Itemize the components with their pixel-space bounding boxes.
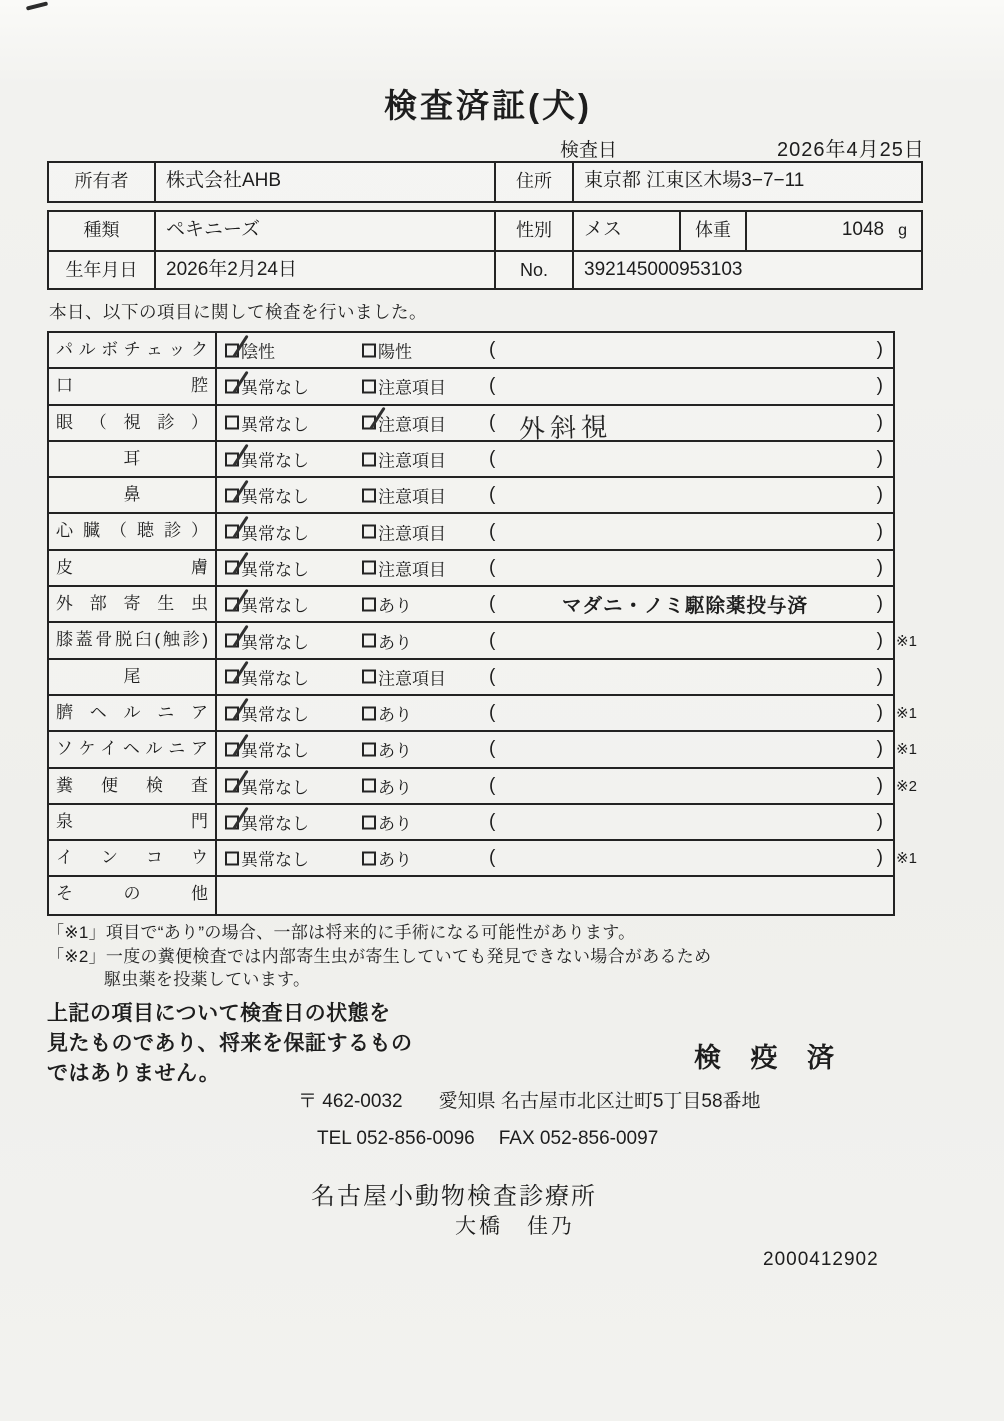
option-1 xyxy=(225,592,309,617)
item-label: 口腔 xyxy=(49,369,217,403)
option-2-label: あり xyxy=(378,814,412,834)
option-1-label: 異常なし xyxy=(241,705,309,725)
option-2-label: あり xyxy=(378,741,412,761)
disclaimer-line-1: 上記の項目について検査日の状態を xyxy=(47,1002,391,1025)
weight-value-cell xyxy=(745,212,921,250)
breed-row xyxy=(49,212,921,250)
note-open-paren: ( xyxy=(489,520,496,542)
item-label: インコウ xyxy=(49,841,217,875)
option-2-label: 注意項目 xyxy=(378,487,446,507)
item-content xyxy=(217,732,893,766)
checkbox-1 xyxy=(225,525,239,539)
address-value: 東京都 江東区木場3−7−11 xyxy=(572,163,921,201)
quarantine-passed-stamp: 検 疫 済 xyxy=(694,1043,846,1073)
note-text: マダニ・ノミ駆除薬投与済 xyxy=(561,595,808,618)
footnote-1: 「※1」項目で“あり”の場合、一部は将来的に手術になる可能性があります。 xyxy=(47,923,636,942)
option-1-label: 異常なし xyxy=(241,850,309,870)
checkbox-2 xyxy=(362,525,376,539)
footnotes xyxy=(47,921,711,992)
note-close-paren: ) xyxy=(876,811,883,832)
item-label: 糞便検査 xyxy=(49,769,217,803)
option-1-label: 異常なし xyxy=(241,669,309,689)
checkbox-1 xyxy=(225,343,239,357)
note-close-paren: ) xyxy=(876,484,883,506)
checklist-row xyxy=(49,769,917,805)
item-label: 鼻 xyxy=(49,478,217,512)
note-open-paren: ( xyxy=(489,847,496,869)
checkbox-2 xyxy=(362,416,376,430)
item-label: 皮膚 xyxy=(49,551,217,585)
option-2 xyxy=(362,447,446,472)
clinic-address: 愛知県 名古屋市北区辻町5丁目58番地 xyxy=(438,1091,761,1112)
checklist-row xyxy=(49,660,893,696)
clinic-tel: TEL 052-856-0096 xyxy=(317,1128,475,1149)
option-1-label: 異常なし xyxy=(241,378,309,398)
note-open-paren: ( xyxy=(489,339,496,361)
note-close-paren: ) xyxy=(876,448,883,470)
note-open-paren: ( xyxy=(489,556,496,578)
checkbox-1 xyxy=(225,597,239,611)
checklist-row xyxy=(49,514,893,550)
note-open-paren: ( xyxy=(489,629,496,651)
breed-label: 種類 xyxy=(83,220,120,240)
option-2 xyxy=(362,664,446,689)
checkbox-2 xyxy=(362,343,376,357)
checkbox-1 xyxy=(225,706,239,720)
item-content xyxy=(217,551,893,585)
option-2-label: 注意項目 xyxy=(378,415,446,435)
item-label: 心臓（聴診） xyxy=(49,514,217,548)
option-1 xyxy=(225,810,309,835)
scan-artifact xyxy=(26,1,48,10)
option-2-label: あり xyxy=(378,633,412,653)
checkbox-2 xyxy=(362,815,376,829)
checkbox-1 xyxy=(225,670,239,684)
item-content xyxy=(217,442,893,476)
sex-value: メス xyxy=(572,212,679,250)
item-content xyxy=(217,478,893,512)
item-label: 泉門 xyxy=(49,805,217,839)
note-close-paren: ) xyxy=(876,774,883,796)
option-2 xyxy=(362,374,446,399)
item-content xyxy=(217,841,893,875)
checklist-row xyxy=(49,551,893,587)
owner-label: 所有者 xyxy=(74,171,129,191)
checkbox-1 xyxy=(225,416,239,430)
item-content xyxy=(217,696,893,730)
note-open-paren: ( xyxy=(489,665,496,687)
checklist-row xyxy=(49,877,893,913)
option-2 xyxy=(362,701,412,726)
note-close-paren: ) xyxy=(876,339,883,361)
option-1-label: 異常なし xyxy=(241,487,309,507)
note-text: 外斜視 xyxy=(518,411,613,444)
checkbox-2 xyxy=(362,779,376,793)
note-open-paren: ( xyxy=(489,484,496,506)
note-open-paren: ( xyxy=(489,811,496,832)
note-close-paren: ) xyxy=(876,738,883,760)
document-code: 2000412902 xyxy=(763,1249,879,1270)
pet-info-table xyxy=(47,210,923,290)
option-1 xyxy=(225,628,309,653)
option-1-label: 異常なし xyxy=(241,560,309,580)
owner-value: 株式会社AHB xyxy=(154,163,494,201)
option-2 xyxy=(362,338,412,363)
checkbox-2 xyxy=(362,488,376,502)
option-1 xyxy=(225,737,309,762)
checklist-row xyxy=(49,406,893,442)
option-2-label: 注意項目 xyxy=(378,451,446,471)
weight-label: 体重 xyxy=(679,212,745,250)
checklist-row xyxy=(49,478,893,514)
checkbox-2 xyxy=(362,379,376,393)
note-close-paren: ) xyxy=(876,665,883,687)
birth-label: 生年月日 xyxy=(65,260,138,280)
option-2-label: 注意項目 xyxy=(378,378,446,398)
checklist-row xyxy=(49,841,917,877)
option-1 xyxy=(225,338,275,363)
option-1-label: 異常なし xyxy=(241,451,309,471)
option-1 xyxy=(225,483,309,508)
checkbox-2 xyxy=(362,452,376,466)
item-content xyxy=(217,877,893,913)
option-1-label: 陰性 xyxy=(241,342,275,362)
checklist-row xyxy=(49,442,893,478)
checkbox-1 xyxy=(225,379,239,393)
owner-table xyxy=(47,161,923,203)
checkbox-2 xyxy=(362,634,376,648)
item-content xyxy=(217,623,893,657)
option-2 xyxy=(362,483,446,508)
inspection-date-value: 2026年4月25日 xyxy=(777,139,925,161)
veterinarian-name: 大橋 佳乃 xyxy=(455,1215,575,1238)
checkbox-2 xyxy=(362,670,376,684)
option-2 xyxy=(362,773,412,798)
no-value: 392145000953103 xyxy=(572,252,921,288)
checklist-row xyxy=(49,805,893,841)
birth-row xyxy=(49,250,921,288)
item-label: 膝蓋骨脱臼(触診) xyxy=(49,623,217,657)
checkbox-1 xyxy=(225,452,239,466)
note-close-paren: ) xyxy=(876,520,883,542)
item-label: 外部寄生虫 xyxy=(49,587,217,621)
checkbox-1 xyxy=(225,779,239,793)
option-1-label: 異常なし xyxy=(241,524,309,544)
weight-unit: g xyxy=(898,222,907,239)
option-2-label: あり xyxy=(378,705,412,725)
option-1-label: 異常なし xyxy=(241,633,309,653)
checkbox-2 xyxy=(362,742,376,756)
clinic-name: 名古屋小動物検査診療所 xyxy=(311,1183,597,1210)
note-close-paren: ) xyxy=(876,593,883,615)
note-open-paren: ( xyxy=(489,774,496,796)
item-content xyxy=(217,406,893,444)
clinic-postal-code: 〒 462-0032 xyxy=(298,1091,403,1112)
option-1 xyxy=(225,846,309,871)
footnote-mark: ※1 xyxy=(896,632,917,650)
item-content xyxy=(217,587,893,621)
address-label: 住所 xyxy=(494,163,572,201)
checkbox-2 xyxy=(362,597,376,611)
option-1-label: 異常なし xyxy=(241,596,309,616)
item-content xyxy=(217,805,893,839)
clinic-phone-line xyxy=(317,1128,658,1150)
intro-statement: 本日、以下の項目に関して検査を行いました。 xyxy=(49,302,427,322)
option-1 xyxy=(225,374,309,399)
item-label: 臍ヘルニア xyxy=(49,696,217,730)
option-1 xyxy=(225,447,309,472)
option-1 xyxy=(225,555,309,580)
note-close-paren: ) xyxy=(876,556,883,578)
option-2 xyxy=(362,555,446,580)
option-2-label: 陽性 xyxy=(378,342,412,362)
option-2-label: 注意項目 xyxy=(378,560,446,580)
option-2-label: あり xyxy=(378,778,412,798)
item-content xyxy=(217,769,893,803)
option-1 xyxy=(225,664,309,689)
checklist-row xyxy=(49,732,917,768)
checklist-row xyxy=(49,696,917,732)
footnote-mark: ※2 xyxy=(896,777,917,795)
owner-row xyxy=(49,163,921,201)
checklist-row xyxy=(49,587,893,623)
note-open-paren: ( xyxy=(489,702,496,724)
option-2-label: 注意項目 xyxy=(378,669,446,689)
note-open-paren: ( xyxy=(489,738,496,760)
disclaimer xyxy=(47,999,413,1089)
checkbox-1 xyxy=(225,561,239,575)
item-label: 尾 xyxy=(49,660,217,694)
item-label: その他 xyxy=(49,877,217,913)
item-label: 眼（視診） xyxy=(49,406,217,440)
option-1-label: 異常なし xyxy=(241,814,309,834)
option-1-label: 異常なし xyxy=(241,415,309,435)
item-content xyxy=(217,660,893,694)
note-close-paren: ) xyxy=(876,375,883,397)
note-open-paren: ( xyxy=(489,448,496,470)
option-1 xyxy=(225,701,309,726)
checkbox-2 xyxy=(362,561,376,575)
checklist-row xyxy=(49,333,893,369)
note-close-paren: ) xyxy=(876,629,883,651)
disclaimer-line-2: 見たものであり、将来を保証するもの xyxy=(47,1032,413,1055)
note-close-paren: ) xyxy=(876,702,883,724)
checkbox-1 xyxy=(225,742,239,756)
clinic-fax: FAX 052-856-0097 xyxy=(498,1128,659,1149)
checkbox-1 xyxy=(225,851,239,865)
checkbox-1 xyxy=(225,815,239,829)
weight-value: 1048 xyxy=(841,219,885,240)
note-open-paren: ( xyxy=(489,411,496,433)
footnote-mark: ※1 xyxy=(896,705,917,723)
checkbox-2 xyxy=(362,851,376,865)
footnote-mark: ※1 xyxy=(896,850,917,868)
option-2 xyxy=(362,592,412,617)
checkbox-2 xyxy=(362,706,376,720)
disclaimer-line-3: ではありません。 xyxy=(47,1062,221,1085)
no-label: No. xyxy=(494,252,572,288)
checklist-row xyxy=(49,623,917,659)
checkbox-1 xyxy=(225,634,239,648)
birth-value: 2026年2月24日 xyxy=(154,252,494,288)
inspection-date-label: 検査日 xyxy=(560,140,618,161)
note-close-paren: ) xyxy=(876,847,883,869)
option-2 xyxy=(362,519,446,544)
option-2-label: あり xyxy=(378,596,412,616)
note-close-paren: ) xyxy=(876,411,883,433)
option-1 xyxy=(225,519,309,544)
note-open-paren: ( xyxy=(489,375,496,397)
sex-label: 性別 xyxy=(494,212,572,250)
item-label: ソケイヘルニア xyxy=(49,732,217,766)
footnote-2-continued: 駆虫薬を投薬しています。 xyxy=(104,970,311,989)
note-open-paren: ( xyxy=(489,593,496,615)
item-label: パルボチェック xyxy=(49,333,217,367)
item-content xyxy=(217,514,893,548)
option-1-label: 異常なし xyxy=(241,741,309,761)
checklist-row xyxy=(49,369,893,405)
option-2 xyxy=(362,628,412,653)
option-2 xyxy=(362,410,446,435)
footnote-2: 「※2」一度の糞便検査では内部寄生虫が寄生していても発見できない場合があるため xyxy=(47,946,712,966)
option-2 xyxy=(362,737,412,762)
option-2-label: あり xyxy=(378,850,412,870)
item-content xyxy=(217,333,893,367)
option-1-label: 異常なし xyxy=(241,778,309,798)
option-1 xyxy=(225,410,309,435)
clinic-address-line xyxy=(298,1086,761,1113)
checklist-table xyxy=(47,331,917,916)
option-2 xyxy=(362,846,412,871)
item-content xyxy=(217,369,893,403)
option-1 xyxy=(225,773,309,798)
checkbox-1 xyxy=(225,488,239,502)
document-title: 検査済証(犬) xyxy=(384,87,592,124)
item-label: 耳 xyxy=(49,442,217,476)
option-2 xyxy=(362,810,412,835)
breed-value: ペキニーズ xyxy=(154,212,494,250)
footnote-mark: ※1 xyxy=(896,741,917,759)
option-2-label: 注意項目 xyxy=(378,524,446,544)
